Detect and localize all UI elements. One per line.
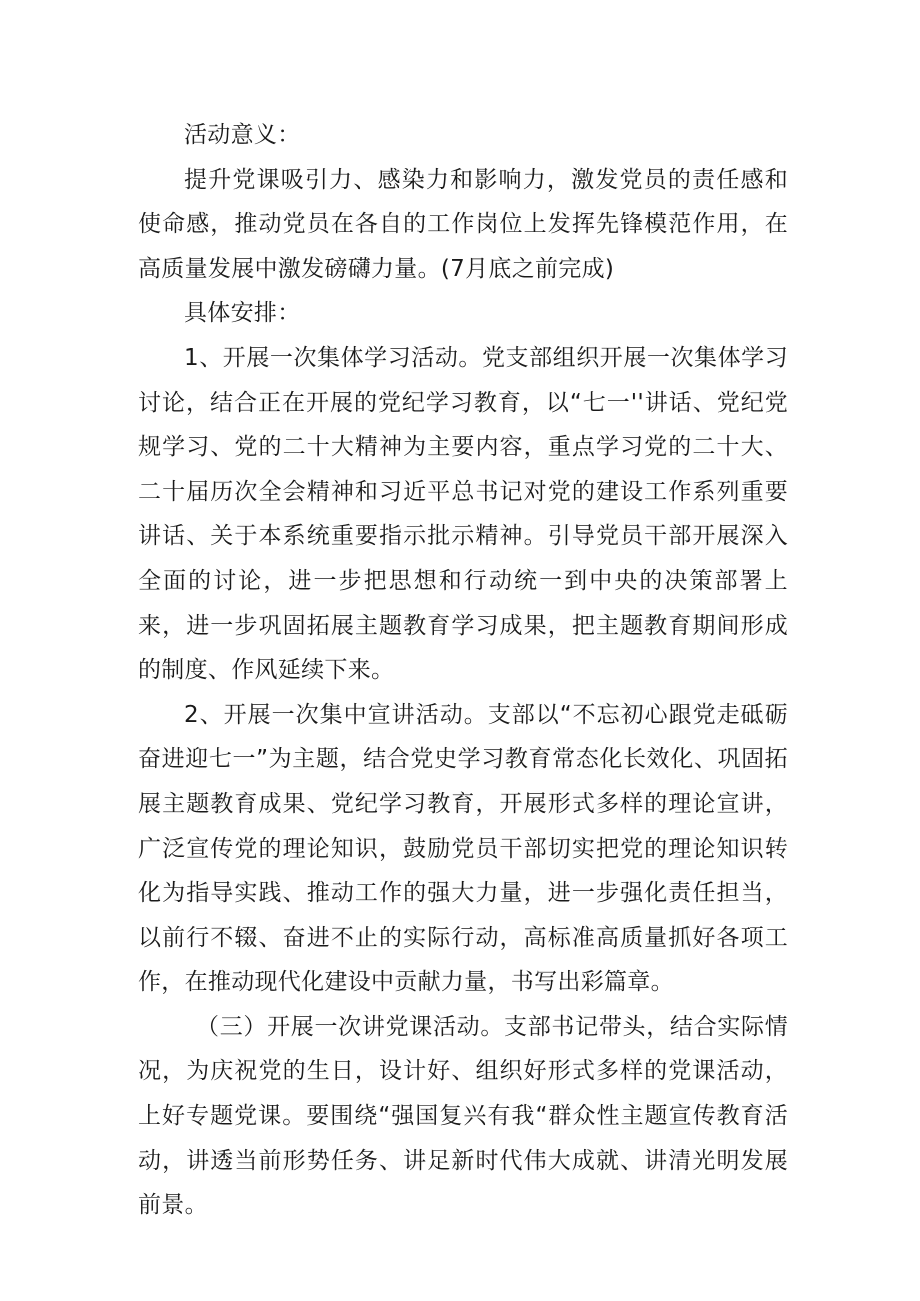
paragraph-item-2: 2、开展一次集中宣讲活动。支部以“不忘初心跟党走砥砺奋进迎七一”为主题，结合党史学习教育常态化长效化、巩固拓展主题教育成果、党纪学习教育，开展形式多样的理论宣讲，广泛宣传党的理论知识，鼓励党员干部切实把党的理论知识转化为指导实践、推动工作的强大力量，进一步强化责任担当，以前行不辍、奋进不止的实际行动，高标准高质量抓好各项工作，在推动现代化建设中贡献力量，书写出彩篇章。 <box>138 701 788 996</box>
paragraph-significance: 提升党课吸引力、感染力和影响力，激发党员的责任感和使命感，推动党员在各自的工作岗位上发挥先锋模范作用，在高质量发展中激发磅礴力量。(7月底之前完成) <box>138 166 788 282</box>
paragraph-item-3: （三）开展一次讲党课活动。支部书记带头，结合实际情况，为庆祝党的生日，设计好、组织好形式多样的党课活动，上好专题党课。要围绕“强国复兴有我“群众性主题宣传教育活动，讲透当前形势任务、讲足新时代伟大成就、讲清光明发展前景。 <box>138 1013 788 1219</box>
heading-specific-arrangements: 具体安排： <box>184 300 301 327</box>
heading-activity-significance: 活动意义： <box>184 122 301 148</box>
paragraph-item-1: 1、开展一次集体学习活动。党支部组织开展一次集体学习讨论，结合正在开展的党纪学习教育，以“七一''讲话、党纪党规学习、党的二十大精神为主要内容，重点学习党的二十大、二十届历次全会精神和习近平总书记对党的建设工作系列重要讲话、关于本系统重要指示批示精神。引导党员干部开展深入全面的讨论，进一步把思想和行动统一到中央的决策部署上来，进一步巩固拓展主题教育学习成果，把主题教育期间形成的制度、作风延续下来。 <box>138 344 788 684</box>
document-body <box>138 113 788 1228</box>
